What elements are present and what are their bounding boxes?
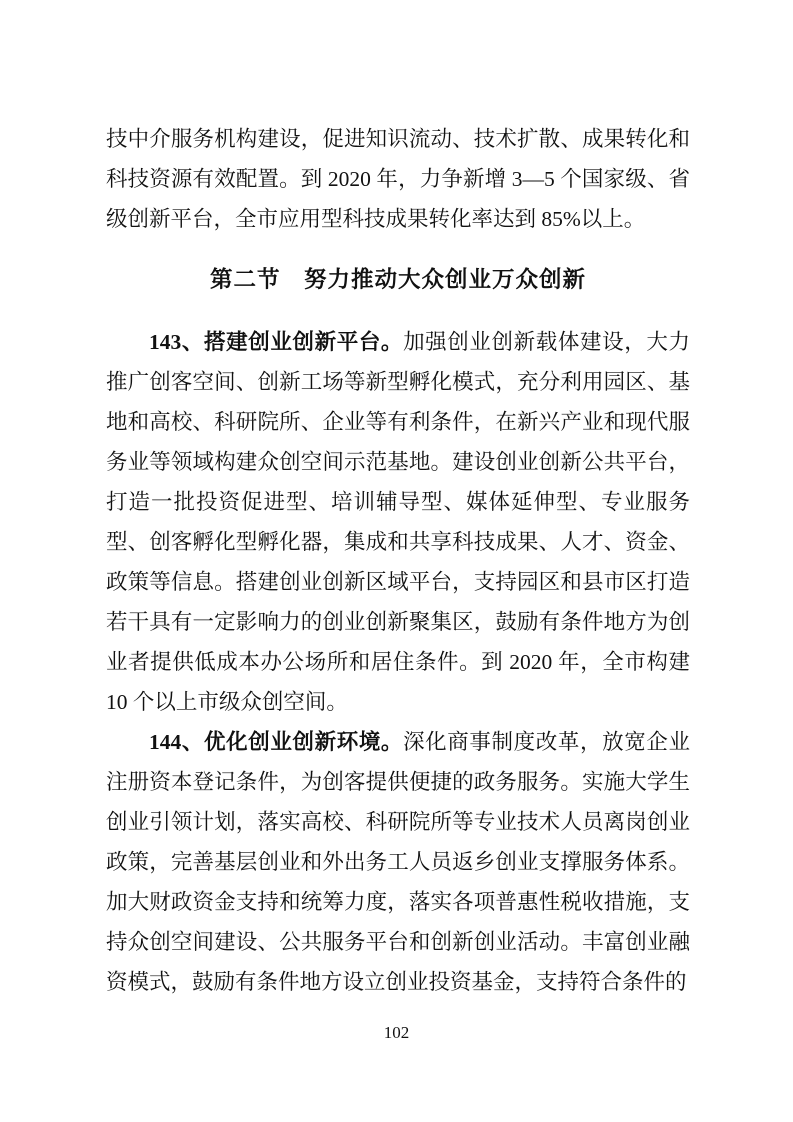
page-number: 102 bbox=[383, 1023, 410, 1042]
paragraph-item-143 bbox=[106, 322, 690, 722]
section-heading: 第二节 努力推动大众创业万众创新 bbox=[209, 267, 586, 292]
item-143-label: 143、搭建创业创新平台。 bbox=[149, 330, 404, 354]
item-143-body: 加强创业创新载体建设，大力推广创客空间、创新工场等新型孵化模式，充分利用园区、基地和高校、科研院所、企业等有利条件，在新兴产业和现代服务业等领域构建众创空间示范基地。建设创业创新公共平台，打造一批投资促进型、培训辅导型、媒体延伸型、专业服务型、创客孵化型孵化器，集成和共享科技成果、人才、资金、政策等信息。搭建创业创新区域平台，支持园区和县市区打造若干具有一定影响力的创业创新聚集区，鼓励有条件地方为创业者提供低成本办公场所和居住条件。到 2020 年，全市构建 10 个以上市级众创空间。 bbox=[106, 330, 690, 714]
page-footer bbox=[0, 1022, 793, 1044]
text-column bbox=[106, 119, 690, 1002]
paragraph-item-144 bbox=[106, 722, 690, 1002]
item-144-label: 144、优化创业创新环境。 bbox=[149, 730, 404, 754]
item-144-body: 深化商事制度改革，放宽企业注册资本登记条件，为创客提供便捷的政务服务。实施大学生创业引领计划，落实高校、科研院所等专业技术人员离岗创业政策，完善基层创业和外出务工人员返乡创业支撑服务体系。加大财政资金支持和统筹力度，落实各项普惠性税收措施，支持众创空间建设、公共服务平台和创新创业活动。丰富创业融资模式，鼓励有条件地方设立创业投资基金，支持符合条件的 bbox=[106, 730, 690, 994]
paragraph-continued: 技中介服务机构建设，促进知识流动、技术扩散、成果转化和科技资源有效配置。到 2020 年，力争新增 3—5 个国家级、省级创新平台，全市应用型科技成果转化率达到 85%以上。 bbox=[106, 127, 690, 231]
